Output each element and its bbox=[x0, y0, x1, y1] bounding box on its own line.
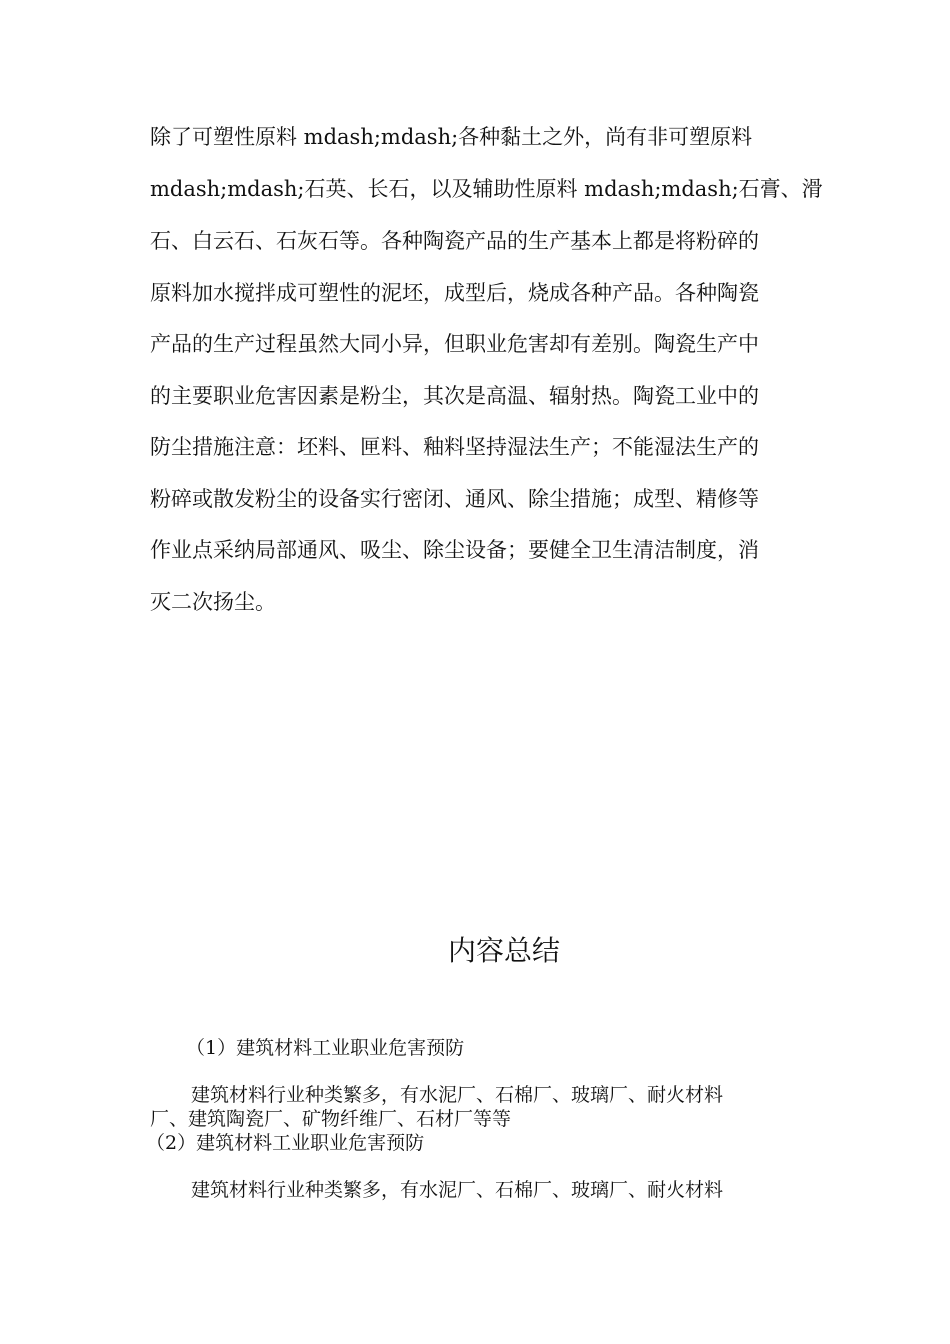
paragraph-line: 原料加水搅拌成可塑性的泥坯，成型后，烧成各种产品。各种陶瓷 bbox=[150, 281, 759, 305]
paragraph-line: mdash;mdash;石英、长石，以及辅助性原料 mdash;mdash;石膏、滑 bbox=[150, 177, 823, 201]
paragraph-line: 灭二次扬尘。 bbox=[150, 590, 276, 614]
summary-item1-body-line1: 建筑材料行业种类繁多，有水泥厂、石棉厂、玻璃厂、耐火材料 bbox=[191, 1084, 724, 1106]
summary-item1-heading: （1）建筑材料工业职业危害预防 bbox=[186, 1037, 465, 1059]
paragraph-line: 除了可塑性原料 mdash;mdash;各种黏土之外，尚有非可塑原料 bbox=[150, 125, 753, 149]
paragraph-line: 作业点采纳局部通风、吸尘、除尘设备；要健全卫生清洁制度，消 bbox=[150, 538, 759, 562]
paragraph-line: 石、白云石、石灰石等。各种陶瓷产品的生产基本上都是将粉碎的 bbox=[150, 229, 759, 253]
paragraph-line: 粉碎或散发粉尘的设备实行密闭、通风、除尘措施；成型、精修等 bbox=[150, 487, 759, 511]
paragraph-line: 产品的生产过程虽然大同小异，但职业危害却有差别。陶瓷生产中 bbox=[150, 332, 759, 356]
summary-item2-heading: （2）建筑材料工业职业危害预防 bbox=[146, 1132, 425, 1154]
summary-title: 内容总结 bbox=[447, 934, 560, 967]
summary-item1-body-line2: 厂、建筑陶瓷厂、矿物纤维厂、石材厂等等 bbox=[150, 1108, 512, 1130]
paragraph-line: 防尘措施注意：坯料、匣料、釉料坚持湿法生产；不能湿法生产的 bbox=[150, 435, 759, 459]
summary-item2-body-line1: 建筑材料行业种类繁多，有水泥厂、石棉厂、玻璃厂、耐火材料 bbox=[191, 1179, 724, 1201]
paragraph-line: 的主要职业危害因素是粉尘，其次是高温、辐射热。陶瓷工业中的 bbox=[150, 384, 759, 408]
